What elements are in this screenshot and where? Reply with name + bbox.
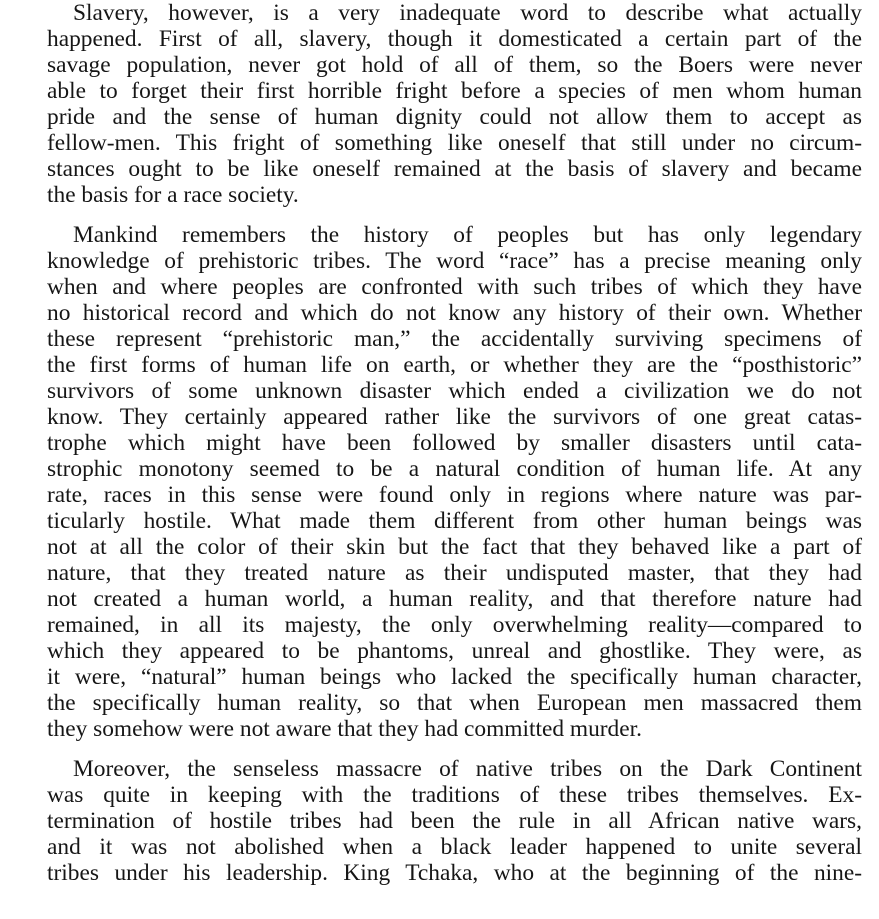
paragraph-1-line-4: able to forget their first horrible fright before a species of men whom human [47, 78, 862, 104]
paragraph-2-line-8: know. They certainly appeared rather like the survivors of one great catas- [47, 404, 862, 430]
paragraph-2-line-20: they somehow were not aware that they had committed murder. [47, 716, 642, 742]
paragraph-1-line-5: pride and the sense of human dignity could not allow them to accept as [47, 104, 862, 130]
paragraph-2-line-18: it were, “natural” human beings who lacked the specifically human character, [47, 664, 862, 690]
paragraph-2-line-14: nature, that they treated nature as their undisputed master, that they had [47, 560, 862, 586]
paragraph-2-line-12: ticularly hostile. What made them different from other human beings was [47, 508, 862, 534]
paragraph-2-line-6: the first forms of human life on earth, or whether they are the “posthistoric” [47, 352, 862, 378]
paragraph-1-line-7: stances ought to be like oneself remained at the basis of slavery and became [47, 156, 862, 182]
paragraph-2-line-13: not at all the color of their skin but the fact that they behaved like a part of [47, 534, 862, 560]
paragraph-2-line-15: not created a human world, a human reality, and that therefore nature had [47, 586, 862, 612]
paragraph-1-line-6: fellow-men. This fright of something like oneself that still under no circum- [47, 130, 862, 156]
paragraph-3-line-2: was quite in keeping with the traditions of these tribes themselves. Ex- [47, 782, 862, 808]
paragraph-1-line-1: Slavery, however, is a very inadequate word to describe what actually [73, 0, 862, 26]
paragraph-2-line-1: Mankind remembers the history of peoples but has only legendary [73, 222, 862, 248]
paragraph-2-line-10: strophic monotony seemed to be a natural condition of human life. At any [47, 456, 862, 482]
paragraph-3-line-1: Moreover, the senseless massacre of native tribes on the Dark Continent [73, 756, 862, 782]
paragraph-1-line-2: happened. First of all, slavery, though it domesticated a certain part of the [47, 26, 862, 52]
paragraph-1-line-3: savage population, never got hold of all of them, so the Boers were never [47, 52, 862, 78]
paragraph-3-line-4: and it was not abolished when a black leader happened to unite several [47, 834, 862, 860]
paragraph-3-line-3: termination of hostile tribes had been the rule in all African native wars, [47, 808, 862, 834]
paragraph-3-line-5: tribes under his leadership. King Tchaka, who at the beginning of the nine- [47, 860, 862, 886]
paragraph-2-line-11: rate, races in this sense were found only in regions where nature was par- [47, 482, 862, 508]
paragraph-2-line-4: no historical record and which do not know any history of their own. Whether [47, 300, 862, 326]
paragraph-1-line-8: the basis for a race society. [47, 182, 299, 208]
paragraph-2-line-19: the specifically human reality, so that when European men massacred them [47, 690, 862, 716]
paragraph-2-line-3: when and where peoples are confronted with such tribes of which they have [47, 274, 862, 300]
paragraph-2-line-9: trophe which might have been followed by smaller disasters until cata- [47, 430, 862, 456]
paragraph-2-line-16: remained, in all its majesty, the only overwhelming reality—compared to [47, 612, 862, 638]
paragraph-2-line-7: survivors of some unknown disaster which ended a civilization we do not [47, 378, 862, 404]
paragraph-2-line-17: which they appeared to be phantoms, unreal and ghostlike. They were, as [47, 638, 862, 664]
paragraph-2-line-2: knowledge of prehistoric tribes. The word “race” has a precise meaning only [47, 248, 862, 274]
paragraph-2-line-5: these represent “prehistoric man,” the accidentally surviving specimens of [47, 326, 862, 352]
